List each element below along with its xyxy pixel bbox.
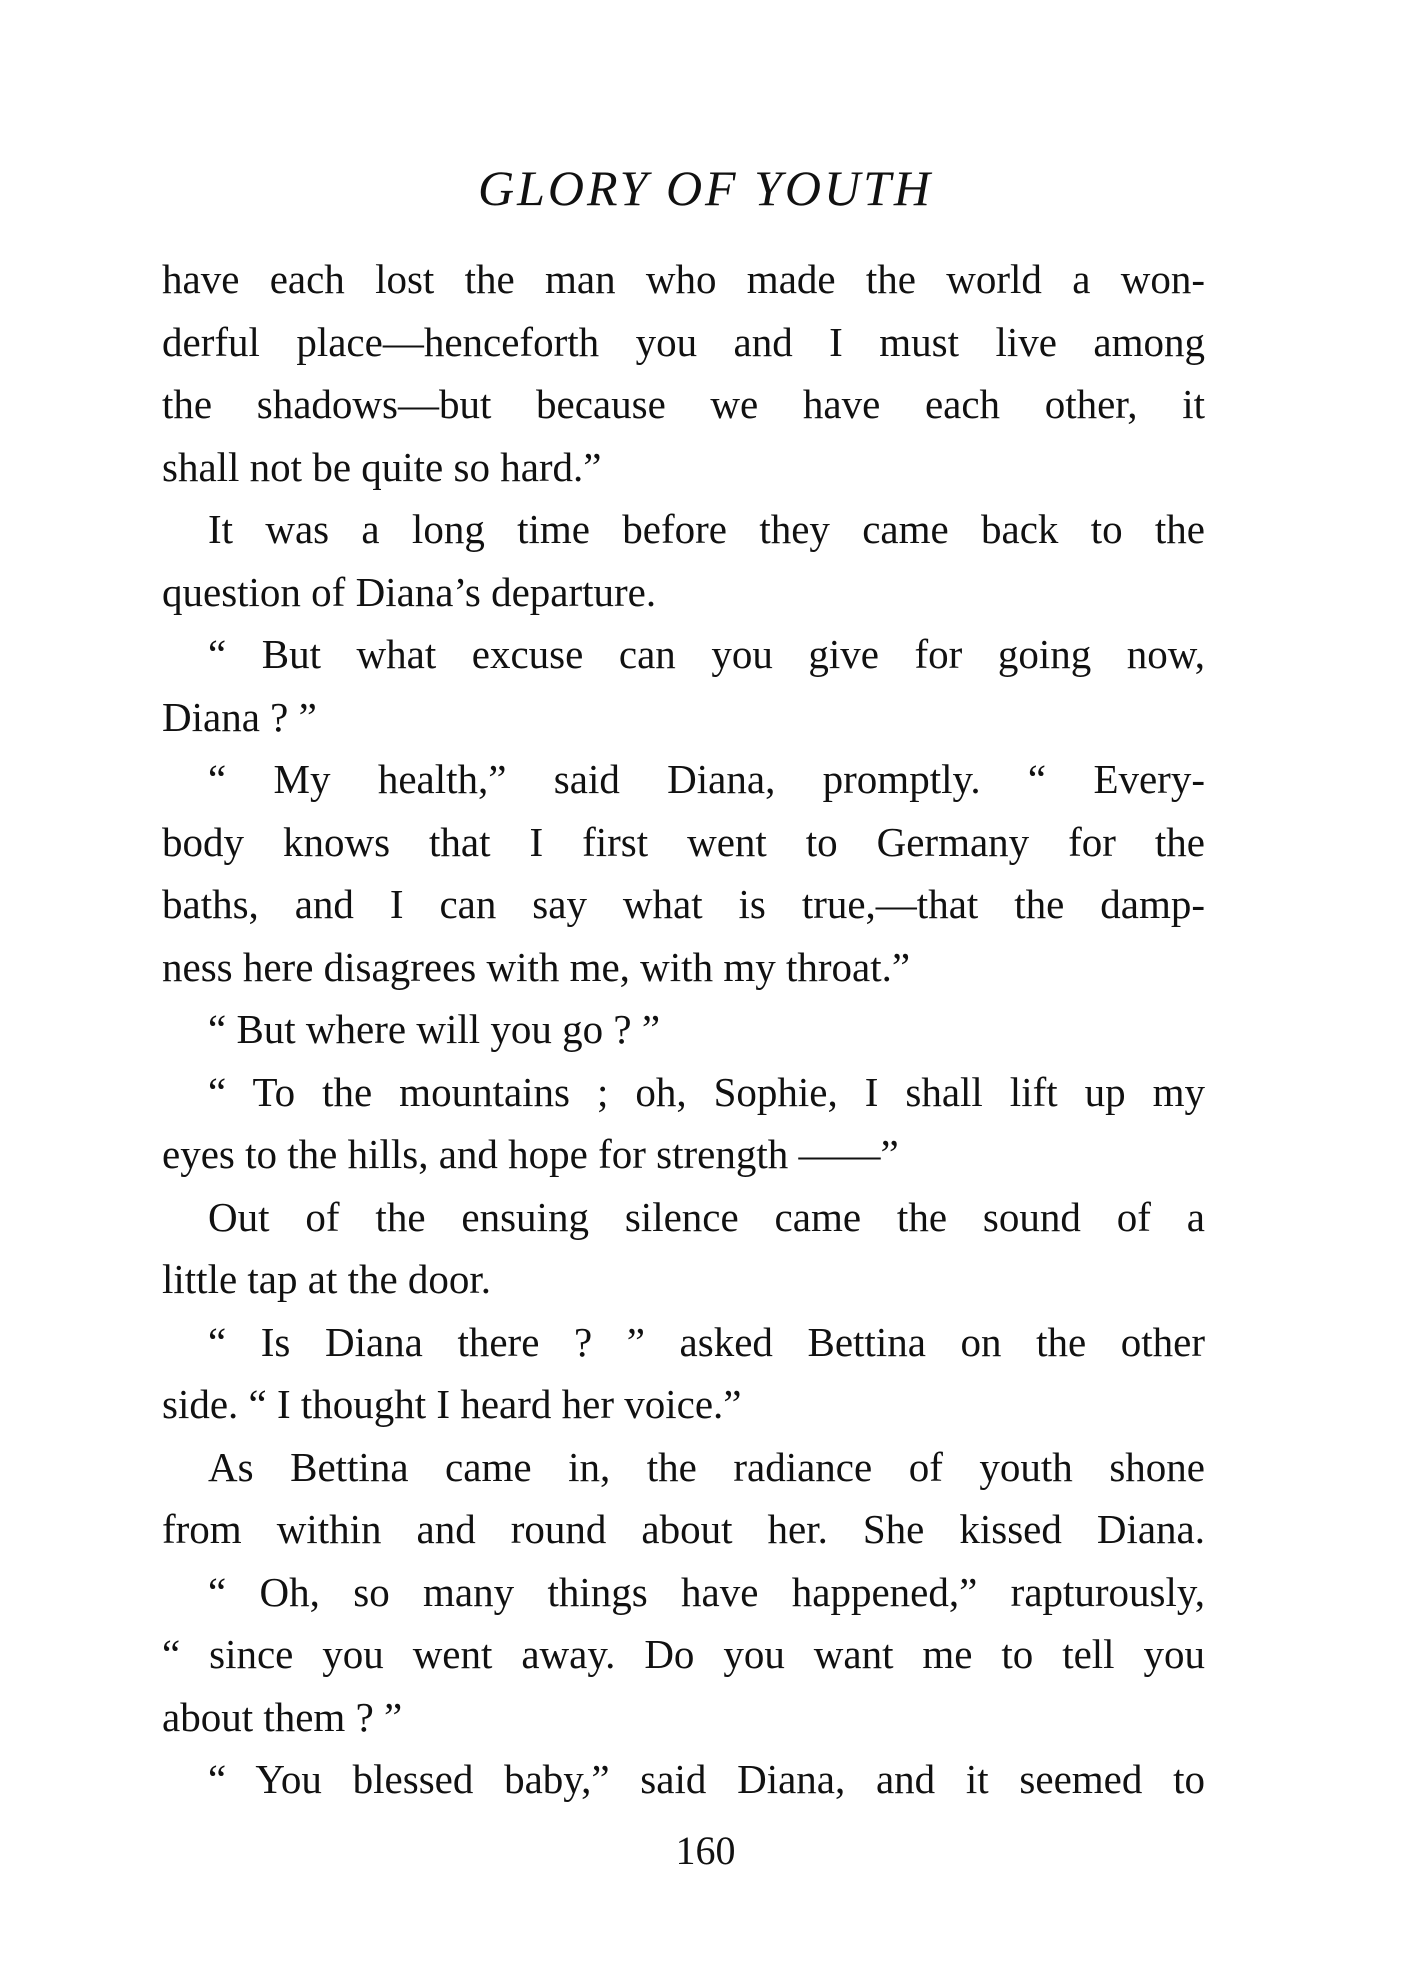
text-line: “ But where will you go ? ” <box>208 1006 661 1052</box>
text-line: little tap at the door. <box>162 1256 492 1302</box>
text-line: body knows that I first went to Germany for the <box>162 818 1205 865</box>
running-title: GLORY OF YOUTH <box>477 160 934 216</box>
text-line: eyes to the hills, and hope for strength ——” <box>162 1131 899 1177</box>
text-line: ness here disagrees with me, with my throat.” <box>162 943 911 990</box>
text-line: from within and round about her. She kissed Diana. <box>162 1506 1205 1552</box>
text-line: “ My health,” said Diana, promptly. “ Every- <box>208 756 1205 802</box>
text-line: It was a long time before they came back to the <box>208 506 1205 552</box>
page-number: 160 <box>675 1828 736 1873</box>
text-line: derful place—henceforth you and I must live among <box>162 318 1205 365</box>
text-line: have each lost the man who made the world a won- <box>162 256 1205 302</box>
text-line: “ Is Diana there ? ” asked Bettina on the other <box>208 1318 1205 1365</box>
text-line: “ To the mountains ; oh, Sophie, I shall lift up my <box>208 1068 1205 1115</box>
text-line: “ Oh, so many things have happened,” rapturously, <box>208 1568 1205 1615</box>
text-line: Out of the ensuing silence came the sound of a <box>208 1193 1205 1240</box>
text-line: “ since you went away. Do you want me to tell you <box>162 1631 1205 1677</box>
text-line: “ But what excuse can you give for going now, <box>208 631 1205 677</box>
text-line: “ You blessed baby,” said Diana, and it seemed to <box>208 1756 1205 1802</box>
text-line: question of Diana’s departure. <box>162 568 657 615</box>
text-line: side. “ I thought I heard her voice.” <box>162 1381 742 1427</box>
text-line: the shadows—but because we have each other, it <box>162 381 1205 427</box>
text-line: Diana ? ” <box>162 693 317 740</box>
body-text <box>162 248 1205 1811</box>
text-line: shall not be quite so hard.” <box>162 443 602 490</box>
text-line: about them ? ” <box>162 1693 403 1740</box>
text-line: baths, and I can say what is true,—that the damp- <box>162 881 1205 927</box>
text-line: As Bettina came in, the radiance of youth shone <box>208 1443 1205 1490</box>
